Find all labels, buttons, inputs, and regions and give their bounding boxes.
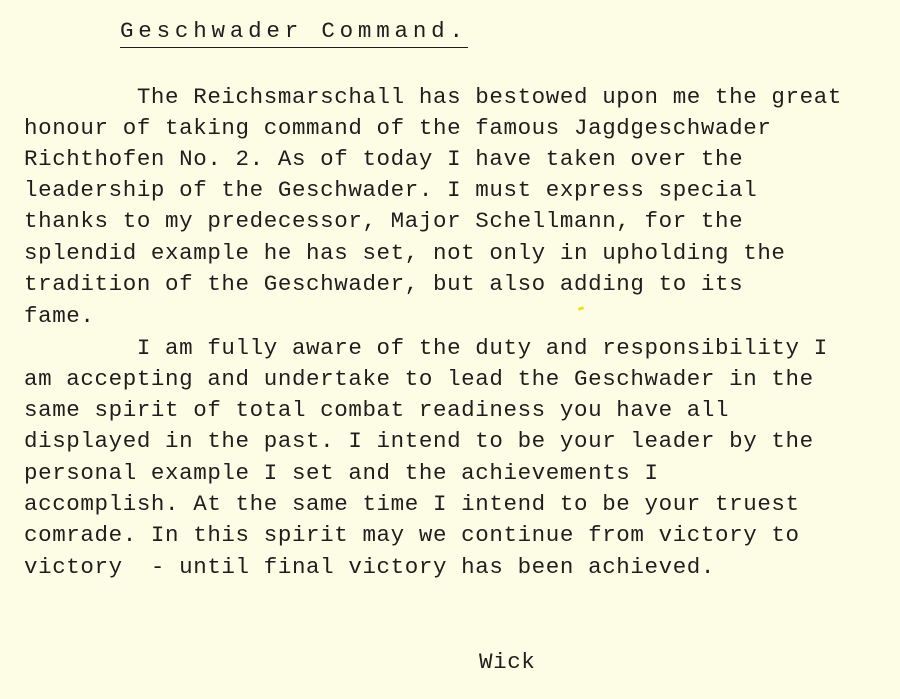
text-line-6: splendid example he has set, not only in upholding the [24, 240, 786, 266]
text-line-5: thanks to my predecessor, Major Schellmann, for the [24, 208, 744, 234]
text-line-1: The Reichsmarschall has bestowed upon me the great [24, 84, 842, 110]
yellow-ink-speck [578, 306, 585, 311]
text-line-15: comrade. In this spirit may we continue from victory to [24, 522, 800, 548]
text-line-13: personal example I set and the achievements I [24, 460, 659, 486]
text-line-7: tradition of the Geschwader, but also adding to its [24, 271, 744, 297]
text-line-10: am accepting and undertake to lead the Geschwader in the [24, 366, 814, 392]
text-line-9: I am fully aware of the duty and responsibility I [24, 335, 828, 361]
text-line-11: same spirit of total combat readiness you have all [24, 397, 730, 423]
letter-title: Geschwader Command. [120, 17, 468, 48]
text-line-4: leadership of the Geschwader. I must express special [24, 177, 758, 203]
text-line-2: honour of taking command of the famous Jagdgeschwader [24, 115, 772, 141]
text-line-14: accomplish. At the same time I intend to be your truest [24, 491, 800, 517]
text-line-3: Richthofen No. 2. As of today I have taken over the [24, 146, 744, 172]
text-line-16: victory - until final victory has been achieved. [24, 554, 716, 580]
text-line-8: fame. [24, 303, 95, 329]
signature: Wick [479, 649, 536, 675]
text-line-12: displayed in the past. I intend to be your leader by the [24, 428, 814, 454]
